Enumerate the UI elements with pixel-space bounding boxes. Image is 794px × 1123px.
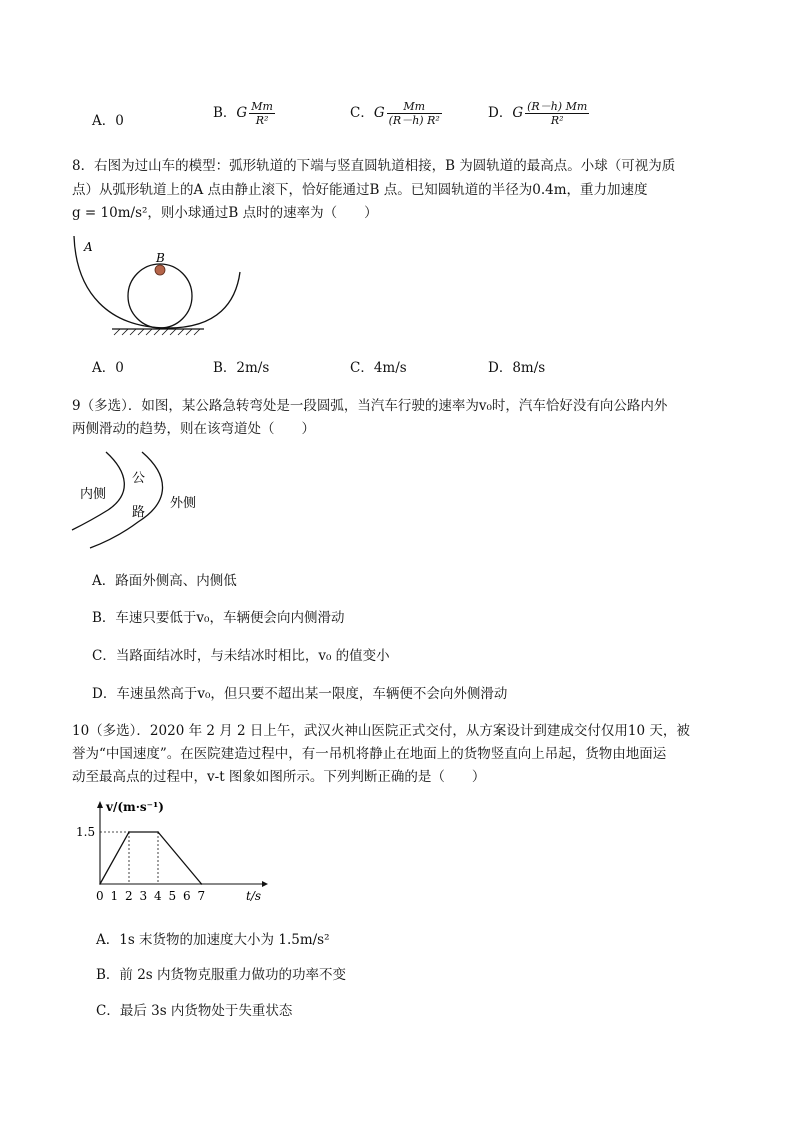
- q7-b-fraction: [249, 100, 275, 127]
- y-tick-label: 1.5: [76, 825, 96, 839]
- fig-road-label-2: 路: [132, 505, 146, 520]
- curved-road-figure: [70, 450, 230, 555]
- fig-label-a: A: [84, 240, 93, 254]
- q10-stem-line2: 誉为“中国速度”。在医院建造过程中，有一吊机将静止在地面上的货物竖直向上吊起，货物由地面运: [72, 746, 667, 762]
- q8-stem-line1: 8．右图为过山车的模型：弧形轨道的下端与竖直圆轨道相接，B 为圆轨道的最高点。小球（可视为质: [72, 158, 676, 174]
- x-tick-label: 4: [154, 889, 162, 903]
- q8-option-d: D．8m/s: [488, 360, 546, 376]
- q8-option-b: B．2m/s: [213, 360, 270, 376]
- x-tick-label: 3: [139, 889, 148, 903]
- fig-label-b: B: [156, 251, 165, 265]
- y-axis-arrow-icon: [97, 801, 103, 808]
- q7-c-fraction: [387, 100, 442, 127]
- ball-icon: [155, 265, 165, 275]
- q9-option-d: D．车速虽然高于v₀，但只要不超出某一限度，车辆便不会向外侧滑动: [92, 686, 508, 702]
- q7-b-num: Mm: [251, 100, 273, 113]
- q7-option-d: [488, 100, 589, 127]
- x-axis-label: t/s: [246, 889, 262, 903]
- q9-option-a: A．路面外侧高、内侧低: [92, 573, 237, 589]
- chart-marks: [76, 825, 205, 903]
- arc-track: [74, 236, 240, 328]
- x-axis-arrow-icon: [262, 881, 268, 887]
- y-axis-label: v/(m·s⁻¹): [106, 800, 164, 814]
- x-tick-label: 2: [125, 889, 133, 903]
- q9-stem-line1: 9（多选）．如图，某公路急转弯处是一段圆弧，当汽车行驶的速率为v₀时，汽车恰好没有向公路内外: [72, 398, 668, 414]
- q9-option-c: C．当路面结冰时，与未结冰时相比，v₀ 的值变小: [92, 648, 390, 664]
- q9-option-b: B．车速只要低于v₀，车辆便会向内侧滑动: [92, 610, 345, 626]
- x-tick-label: 0: [96, 889, 104, 903]
- q7-d-fraction: [525, 100, 589, 127]
- x-tick-label: 7: [197, 889, 206, 903]
- q7-b-g: G: [236, 105, 248, 121]
- q7-b-den: R²: [255, 114, 269, 127]
- roller-coaster-figure: [68, 232, 248, 342]
- q10-stem-line1: 10（多选）．2020 年 2 月 2 日上午，武汉火神山医院正式交付，从方案设计到建成交付仅用10 天，被: [72, 723, 690, 739]
- q10-option-c: C．最后 3s 内货物处于失重状态: [96, 1003, 293, 1019]
- data-point: [201, 883, 203, 885]
- q7-option-b: [213, 100, 275, 127]
- q8-option-c: C．4m/s: [350, 360, 407, 376]
- data-point: [99, 883, 101, 885]
- ground-hatching: [114, 329, 200, 335]
- q8-stem-line3: g = 10m/s²，则小球通过B 点时的速率为（ ）: [72, 205, 378, 221]
- vt-chart: [70, 796, 270, 908]
- q10-option-b: B．前 2s 内货物克服重力做功的功率不变: [96, 967, 347, 983]
- x-tick-label: 6: [183, 889, 191, 903]
- x-tick-label: 1: [110, 889, 119, 903]
- q7-c-den: (R－h) R²: [388, 114, 440, 127]
- q7-d-num: (R－h) Mm: [527, 100, 588, 113]
- fig-road-label-1: 公: [132, 471, 146, 486]
- q7-c-num: Mm: [387, 100, 442, 114]
- q7-option-c: [350, 100, 442, 127]
- q7-option-a: A．0: [92, 113, 124, 129]
- q7-c-g: G: [373, 105, 385, 121]
- q7-d-den: R²: [550, 114, 564, 127]
- series-line: [100, 832, 202, 884]
- q10-stem-line3: 动至最高点的过程中，v-t 图象如图所示。下列判断正确的是（ ）: [72, 769, 486, 785]
- q7-option-b-label: B．: [213, 105, 237, 121]
- fig-outer-label: 外侧: [170, 496, 197, 511]
- q9-stem-line2: 两侧滑动的趋势，则在该弯道处（ ）: [72, 421, 315, 437]
- q7-option-c-label: C．: [350, 105, 374, 121]
- q8-stem-line2: 点）从弧形轨道上的A 点由静止滚下，恰好能通过B 点。已知圆轨道的半径为0.4m，重力加速度: [72, 182, 648, 198]
- fig-inner-label: 内侧: [80, 487, 107, 502]
- q7-d-g: G: [512, 105, 524, 121]
- q7-option-d-label: D．: [488, 105, 513, 121]
- q8-option-a: A．0: [92, 360, 124, 376]
- q10-option-a: A．1s 末货物的加速度大小为 1.5m/s²: [96, 932, 330, 948]
- x-tick-label: 5: [168, 889, 177, 903]
